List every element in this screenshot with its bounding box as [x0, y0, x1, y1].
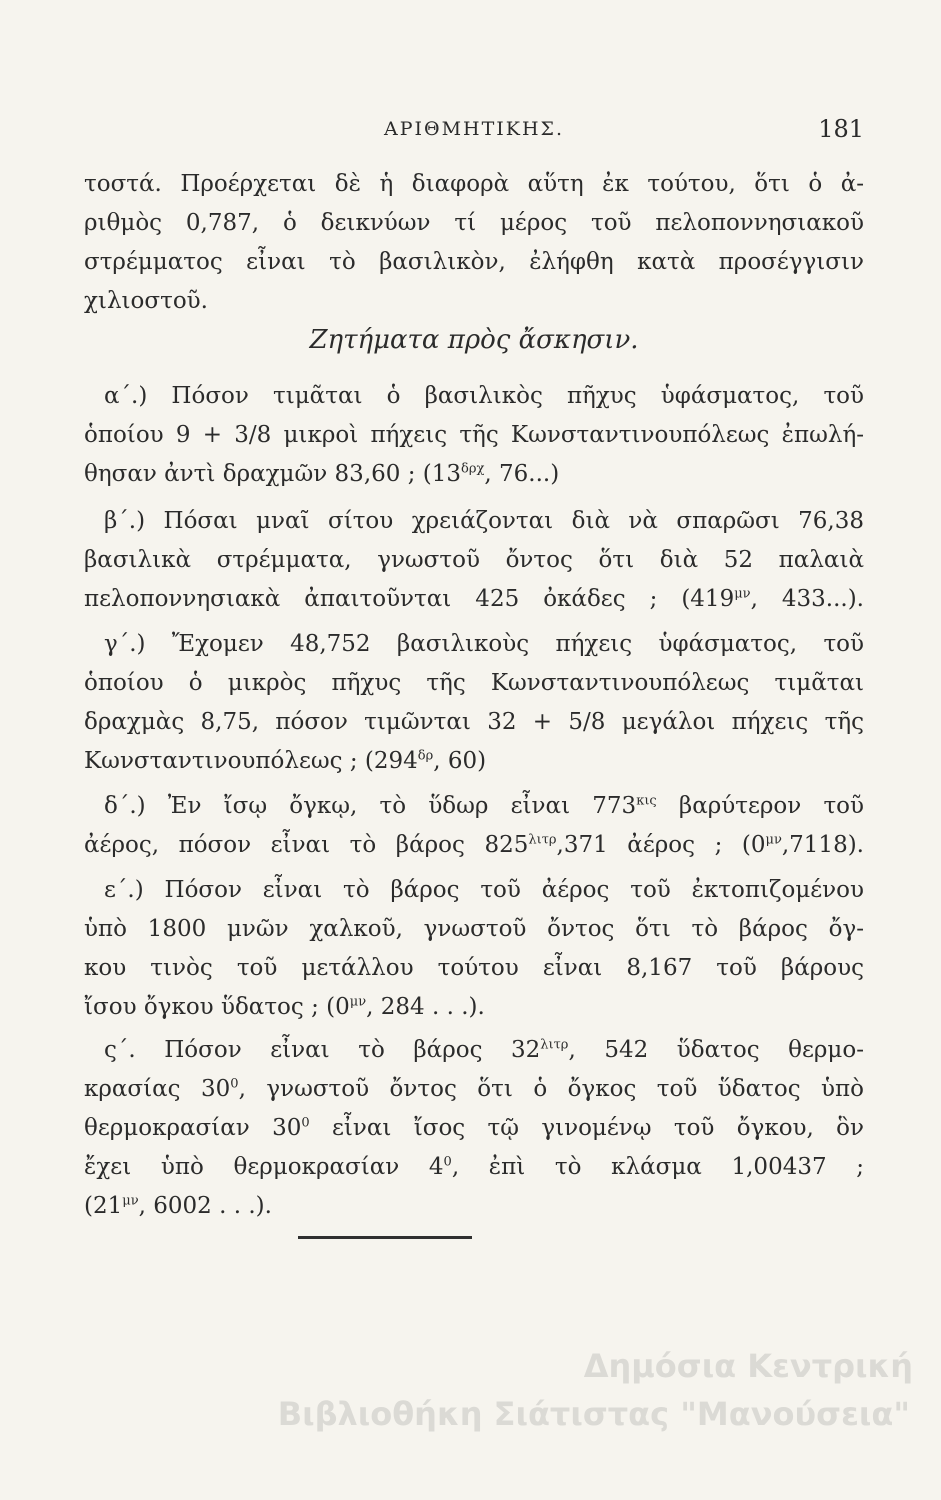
- problem-a-line: α΄.) Πόσον τιμᾶται ὁ βασιλικὸς πῆχυς ὑφάσματος, τοῦ: [104, 383, 864, 409]
- intro-line: στρέμματος εἶναι τὸ βασιλικὸν, ἐλήφθη κατὰ προσέγγισιν: [84, 249, 864, 275]
- section-heading: Ζητήματα πρὸς ἄσκησιν.: [309, 325, 639, 355]
- problem-a-line: θησαν ἀντὶ δραχμῶν 83,60 ; ($13^{\delta\rho\chi}$, 76...): [84, 461, 560, 487]
- library-watermark-line2: Βιβλιοθήκη Σιάτιστας "Μανούσεια": [277, 1395, 910, 1433]
- problem-c-line: δραχμὰς 8,75, πόσον τιμῶνται 32 + 5/8 μεγάλοι πήχεις τῆς: [84, 709, 864, 735]
- problem-f-line: ($21^{\mu\nu}$, 6002 . . .).: [84, 1193, 272, 1219]
- page-number: 181: [818, 115, 864, 143]
- problem-c-line: ὁποίου ὁ μικρὸς πῆχυς τῆς Κωνσταντινουπόλεως τιμᾶται: [84, 670, 864, 696]
- problem-e-line: ἴσου ὄγκου ὕδατος ; ($0^{\mu\nu}$, 284 . . .).: [84, 994, 485, 1020]
- problem-e-line: κου τινὸς τοῦ μετάλλου τούτου εἶναι 8,167 τοῦ βάρους: [84, 955, 864, 981]
- problem-f-line: ἔχει ὑπὸ θερμοκρασίαν $4^0$, ἐπὶ τὸ κλάσμα 1,00437 ;: [84, 1154, 865, 1180]
- problem-f-line: ς΄. Πόσον εἶναι τὸ βάρος $32^{\lambda\iota\tau\rho}$, 542 ὕδατος θερμο-: [104, 1037, 864, 1063]
- library-watermark-line1: Δημόσια Κεντρική: [583, 1347, 913, 1385]
- problem-b-line: πελοποννησιακὰ ἀπαιτοῦνται 425 ὀκάδες ; ($419^{\mu\nu}$, 433...).: [84, 586, 864, 612]
- intro-line: τοστά. Προέρχεται δὲ ἡ διαφορὰ αὕτη ἐκ τούτου, ὅτι ὁ ἀ-: [84, 171, 864, 197]
- problem-a-line: ὁποίου 9 + 3/8 μικροὶ πήχεις τῆς Κωνσταντινουπόλεως ἐπωλή-: [84, 422, 864, 448]
- problem-b-line: β΄.) Πόσαι μναῖ σίτου χρειάζονται διὰ νὰ σπαρῶσι 76,38: [104, 508, 864, 534]
- problem-e-line: ὑπὸ 1800 μνῶν χαλκοῦ, γνωστοῦ ὄντος ὅτι τὸ βάρος ὄγ-: [84, 916, 864, 942]
- problem-c-line: γ΄.) Ἔχομεν 48,752 βασιλικοὺς πήχεις ὑφάσματος, τοῦ: [104, 631, 864, 657]
- problem-f-line: θερμοκρασίαν $30^0$ εἶναι ἴσος τῷ γινομένῳ τοῦ ὄγκου, ὃν: [84, 1115, 864, 1141]
- problem-b-line: βασιλικὰ στρέμματα, γνωστοῦ ὄντος ὅτι διὰ 52 παλαιὰ: [84, 547, 864, 573]
- end-rule: [298, 1236, 472, 1239]
- problem-d-line: ἀέρος, πόσον εἶναι τὸ βάρος $825^{\lambda\iota\tau\rho},371$ ἀέρος ; $(0^{\mu\nu},7118)$.: [84, 832, 864, 858]
- intro-line: ριθμὸς 0,787, ὁ δεικνύων τί μέρος τοῦ πελοποννησιακοῦ: [84, 210, 864, 236]
- page-header: [84, 115, 864, 154]
- problem-d-line: δ΄.) Ἐν ἴσῳ ὄγκῳ, τὸ ὕδωρ εἶναι $773^{\kappa\iota\varsigma}$ βαρύτερον τοῦ: [104, 793, 864, 819]
- problem-f-line: κρασίας $30^0$, γνωστοῦ ὄντος ὅτι ὁ ὄγκος τοῦ ὕδατος ὑπὸ: [84, 1076, 865, 1102]
- problem-c-line: Κωνσταντινουπόλεως ; ($294^{\delta\rho}$, 60): [84, 748, 487, 774]
- running-title: ΑΡΙΘΜΗΤΙΚΗΣ.: [383, 118, 565, 140]
- problem-e-line: ε΄.) Πόσον εἶναι τὸ βάρος τοῦ ἀέρος τοῦ ἐκτοπιζομένου: [104, 877, 864, 903]
- intro-line: χιλιοστοῦ.: [84, 288, 208, 314]
